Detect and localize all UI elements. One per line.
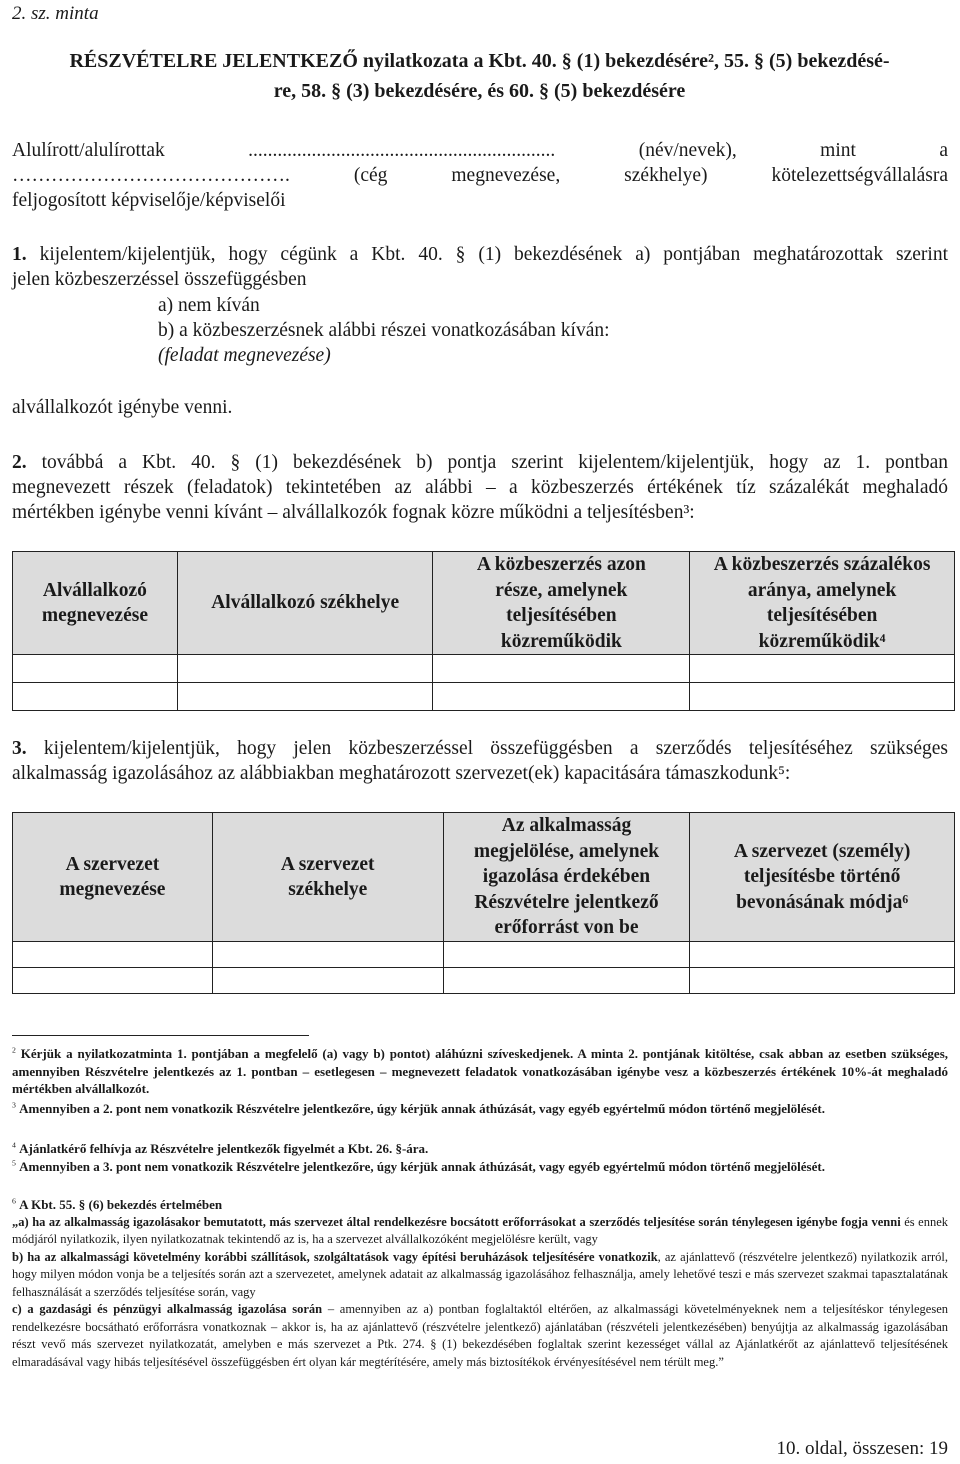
footnote-4: $^4$ Ajánlatkérő felhívja az Részvételre jelentkezők figyelmét a Kbt. 26. §-ára. <box>12 1140 429 1156</box>
intro-line-2: ……………………………………. (cég megnevezése, székhelye) kötelezettségvállalásra <box>12 165 949 186</box>
table-header-row <box>13 813 955 942</box>
footnote-3: $^3$ Amennyiben a 2. pont nem vonatkozik Részvételre jelentkezőre, úgy kérjük annak áthúzását, vagy egyéb egyértelmű módon történő megjelölését. <box>12 1100 825 1116</box>
table-cell[interactable] <box>443 942 690 968</box>
table-header-row <box>13 552 955 655</box>
table-cell[interactable] <box>13 942 213 968</box>
table-row <box>13 683 955 711</box>
table-cell[interactable] <box>433 683 690 711</box>
table-header-cell: A közbeszerzés százalékos aránya, amelynek teljesítésében közreműködik⁴ <box>690 552 955 655</box>
table-row <box>13 942 955 968</box>
footnote-separator <box>12 1035 309 1036</box>
table-row <box>13 968 955 994</box>
section2-line-2: megnevezett részek (feladatok) tekintetében az alábbi – a közbeszerzés értékének tíz százalékát meghaladó <box>12 477 948 498</box>
table-cell[interactable] <box>212 942 443 968</box>
section1-line-1: 1. kijelentem/kijelentjük, hogy cégünk a Kbt. 40. § (1) bekezdésének a) pontjában meghatározottak szerint <box>12 244 948 265</box>
section3-line-1: 3. kijelentem/kijelentjük, hogy jelen közbeszerzéssel összefüggésben a szerződés teljesítéséhez szükséges <box>12 738 949 759</box>
table-header-cell: A szervezet megnevezése <box>13 813 213 942</box>
section2-line-3: mértékben igénybe venni kívánt – alvállalkozók fognak közre működni a teljesítésben³: <box>12 502 695 523</box>
sample-label: 2. sz. minta <box>12 3 99 24</box>
footnote-2: $^2$ Kérjük a nyilatkozatminta 1. pontjában a megfelelő (a) vagy b) pontot) aláhúzni szíveskedjenek. A minta 2. pontjának kitöltése, csak abban az esetben szükséges, amennyiben Részvételre jelentkezés az 1. pontban – esetlegesen – megnevezett feladatok vonatkozásában igénybe vesz a közbeszerzés értékének 10%-át meghaladó mértékben alvállalkozót. <box>12 1045 948 1096</box>
table-cell[interactable] <box>13 968 213 994</box>
footnote-5: $^5$ Amennyiben a 3. pont nem vonatkozik Részvételre jelentkezőre, úgy kérjük annak áthúzását, vagy egyéb egyértelmű módon történő megjelölését. <box>12 1158 825 1174</box>
table-cell[interactable] <box>433 655 690 683</box>
table-cell[interactable] <box>177 683 433 711</box>
table-header-cell: A szervezet székhelye <box>212 813 443 942</box>
footnote-6: $^6$ A Kbt. 55. § (6) bekezdés értelmében „a) ha az alkalmasság igazolásakor bemutatott, más szervezet által rendelkezésre bocsátott erőforrásokat a szerződés teljesítése során ténylegesen igénybe fogja venni és ennek módjáról nyilatkozik, ilyen nyilatkozatnak tekintendő az is, ha a szervezet alvállalkozóként megjelölésre került, vagy b) ha az alkalmassági követelmény korábbi szállítások, szolgáltatások vagy építési beruházások teljesítésére vonatkozik, az ajánlattevő (részvételre jelentkező) nyilatkozik arról, hogy milyen módon vonja be a teljesítés során azt a szervezetet, amelynek adatait az alkalmasság igazolásához felhasználja, amely lehetővé teszi e más szervezet szakmai tapasztalatának felhasználását a szerződés teljesítése során, vagy c) a gazdasági és pénzügyi alkalmasság igazolása során – amennyiben az a) pontban foglaltaktól eltérően, az alkalmassági követelményeknek nem a teljesítéskor ténylegesen rendelkezésre bocsátható erőforrásra vonatkoznak – akkor is, ha az ajánlattevő (részvételre jelentkező) ajánlatában (részvételi jelentkezésében) benyújtja az alkalmasság igazolásában részt vevő más szervezet nyilatkozatát, amelyben e más szervezet a Ptk. 274. § (1) bekezdésében foglaltak szerint kezességet vállal az Ajánlatkérőt az ajánlattevő teljesítésének elmaradásával vagy hibás teljesítésével összefüggésben ért olyan kár megtérítésére, amely más biztosítékok érvényesítésével nem térült meg.” <box>12 1196 949 1369</box>
table-header-cell: Alvállalkozó megnevezése <box>13 552 178 655</box>
table-header-cell: A szervezet (személy) teljesítésbe történő bevonásának módja⁶ <box>690 813 955 942</box>
section3-line-2: alkalmasság igazolásához az alábbiakban meghatározott szervezet(ek) kapacitására támaszkodunk⁵: <box>12 763 791 784</box>
table-cell[interactable] <box>690 968 955 994</box>
section1-line-2: jelen közbeszerzéssel összefüggésben <box>12 269 307 290</box>
table-cell[interactable] <box>177 655 433 683</box>
page-number: 10. oldal, összesen: 19 <box>776 1438 948 1459</box>
capacity-org-table <box>12 812 955 994</box>
task-placeholder: (feladat megnevezése) <box>158 345 331 366</box>
table-header-cell: Alvállalkozó székhelye <box>177 552 433 655</box>
table-cell[interactable] <box>443 968 690 994</box>
table-cell[interactable] <box>212 968 443 994</box>
option-a: a) nem kíván <box>158 295 260 316</box>
table-row <box>13 655 955 683</box>
subcontractor-table <box>12 551 955 711</box>
table-cell[interactable] <box>690 683 955 711</box>
table-cell[interactable] <box>13 683 178 711</box>
page-title <box>12 46 947 106</box>
option-b: b) a közbeszerzésnek alábbi részei vonatkozásában kíván: <box>158 320 610 341</box>
table-header-cell: Az alkalmasság megjelölése, amelynek igazolása érdekében Részvételre jelentkező erőforrást von be <box>443 813 690 942</box>
table-cell[interactable] <box>13 655 178 683</box>
table-cell[interactable] <box>690 655 955 683</box>
title-line-2: re, 58. § (3) bekezdésére, és 60. § (5) bekezdésére <box>273 80 686 102</box>
section2-line-1: 2. továbbá a Kbt. 40. § (1) bekezdésének b) pontja szerint kijelentem/kijelentjük, hogy az 1. pontban <box>12 452 949 473</box>
section1-closing: alvállalkozót igénybe venni. <box>12 397 233 418</box>
intro-line-1: Alulírott/alulírottak ............................................................... (név/nevek), mint a <box>12 140 949 161</box>
table-cell[interactable] <box>690 942 955 968</box>
intro-line-3: feljogosított képviselője/képviselői <box>12 190 286 211</box>
table-header-cell: A közbeszerzés azon része, amelynek teljesítésében közreműködik <box>433 552 690 655</box>
title-line-1: RÉSZVÉTELRE JELENTKEZŐ nyilatkozata a Kbt. 40. § (1) bekezdésére², 55. § (5) bekezdésé- <box>69 50 890 72</box>
